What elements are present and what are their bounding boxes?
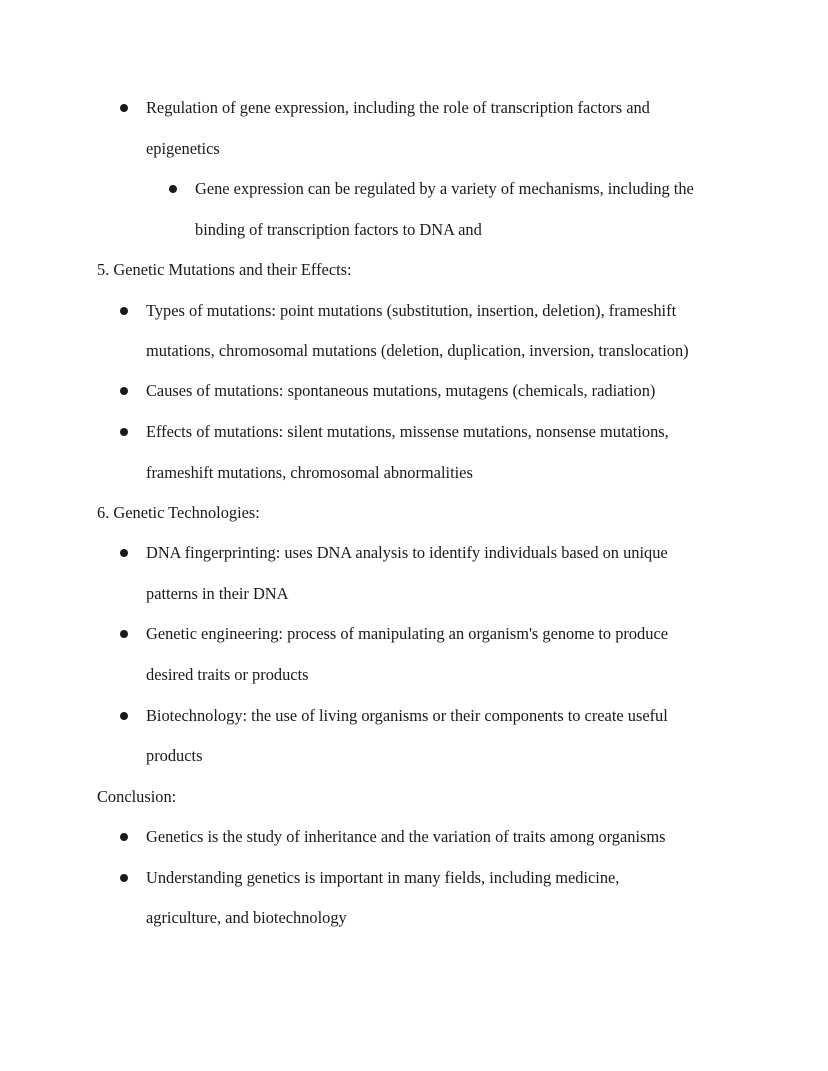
list-item-text: epigenetics <box>146 139 220 158</box>
bullet-point <box>120 712 128 720</box>
bullet-point <box>120 630 128 638</box>
list-item-text: patterns in their DNA <box>146 584 289 603</box>
list-item-text: Effects of mutations: silent mutations, missense mutations, nonsense mutations, <box>146 422 669 441</box>
list-item-text: agriculture, and biotechnology <box>146 908 347 927</box>
section-heading: 5. Genetic Mutations and their Effects: <box>97 260 352 279</box>
bullet-point <box>120 307 128 315</box>
bullet-point <box>120 428 128 436</box>
sub-list-item-text: binding of transcription factors to DNA and <box>195 220 482 239</box>
bullet-point <box>169 185 177 193</box>
bullet-point <box>120 874 128 882</box>
section-heading: Conclusion: <box>97 787 177 806</box>
list-item-text: frameshift mutations, chromosomal abnormalities <box>146 463 473 482</box>
bullet-point <box>120 387 128 395</box>
sub-list-item-text: Gene expression can be regulated by a variety of mechanisms, including the <box>195 179 694 198</box>
list-item-text: Biotechnology: the use of living organisms or their components to create useful <box>146 706 668 725</box>
list-item-text: products <box>146 746 203 765</box>
bullet-point <box>120 549 128 557</box>
list-item-text: Regulation of gene expression, including the role of transcription factors and <box>146 98 650 117</box>
list-item-text: mutations, chromosomal mutations (deletion, duplication, inversion, translocation) <box>146 341 689 360</box>
list-item-text: DNA fingerprinting: uses DNA analysis to identify individuals based on unique <box>146 543 668 562</box>
list-item-text: Genetic engineering: process of manipulating an organism's genome to produce <box>146 624 668 643</box>
list-item-text: Genetics is the study of inheritance and the variation of traits among organisms <box>146 827 666 846</box>
list-item-text: Causes of mutations: spontaneous mutations, mutagens (chemicals, radiation) <box>146 381 656 400</box>
list-item-text: desired traits or products <box>146 665 309 684</box>
bullet-point <box>120 104 128 112</box>
section-heading: 6. Genetic Technologies: <box>97 503 260 522</box>
list-item-text: Understanding genetics is important in many fields, including medicine, <box>146 868 620 887</box>
bullet-point <box>120 833 128 841</box>
list-item-text: Types of mutations: point mutations (substitution, insertion, deletion), frameshift <box>146 301 677 320</box>
